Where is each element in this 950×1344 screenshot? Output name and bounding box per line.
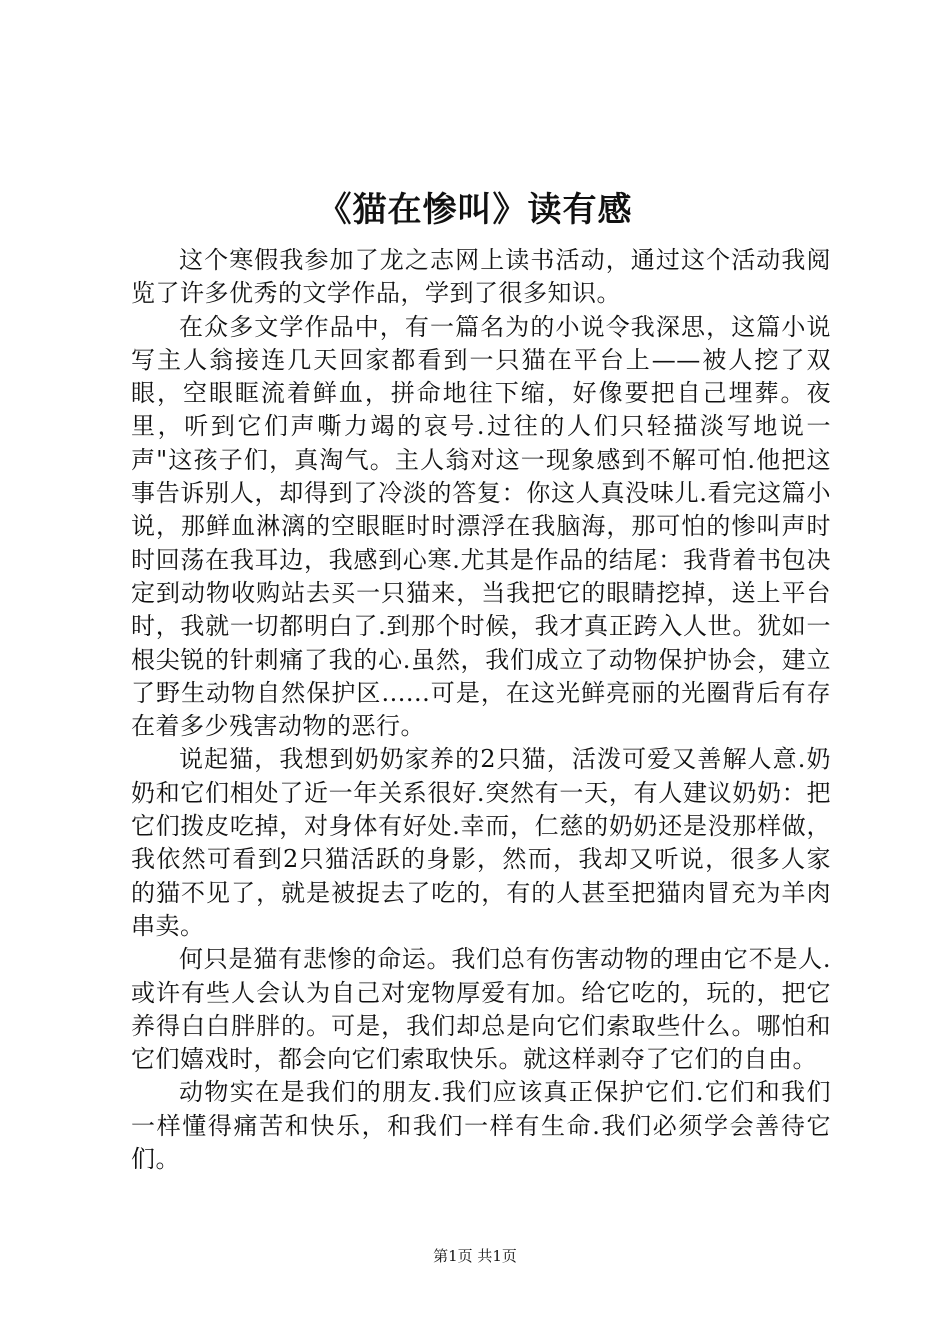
paragraph-4: 何只是猫有悲惨的命运。我们总有伤害动物的理由它不是人.或许有些人会认为自己对宠物厚爱有加。给它吃的，玩的，把它养得白白胖胖的。可是，我们却总是向它们索取些什么。哪怕和它们嬉戏时，都会向它们索取快乐。就这样剥夺了它们的自由。: [131, 945, 831, 1074]
paragraph-5: 动物实在是我们的朋友.我们应该真正保护它们.它们和我们一样懂得痛苦和快乐，和我们一样有生命.我们必须学会善待它们。: [131, 1078, 831, 1174]
paragraph-3: 说起猫，我想到奶奶家养的2只猫，活泼可爱又善解人意.奶奶和它们相处了近一年关系很好.突然有一天，有人建议奶奶：把它们拨皮吃掉，对身体有好处.幸而，仁慈的奶奶还是没那样做，我依然可看到2只猫活跃的身影，然而，我却又听说，很多人家的猫不见了，就是被捉去了吃的，有的人甚至把猫肉冒充为羊肉串卖。: [131, 745, 831, 940]
document-title: 《猫在惨叫》读有感: [317, 190, 633, 230]
paragraph-1: 这个寒假我参加了龙之志网上读书活动，通过这个活动我阅览了许多优秀的文学作品，学到了很多知识。: [131, 246, 831, 308]
document-body: [131, 244, 831, 1176]
paragraph-2: 在众多文学作品中，有一篇名为的小说令我深思，这篇小说写主人翁接连几天回家都看到一只猫在平台上——被人挖了双眼，空眼眶流着鲜血，拼命地往下缩，好像要把自己埋葬。夜里，听到它们声嘶力竭的哀号.过往的人们只轻描淡写地说一声"这孩子们，真淘气。主人翁对这一现象感到不解可怕.他把这事告诉别人，却得到了冷淡的答复：你这人真没味儿.看完这篇小说，那鲜血淋漓的空眼眶时时漂浮在我脑海，那可怕的惨叫声时时回荡在我耳边，我感到心寒.尤其是作品的结尾：我背着书包决定到动物收购站去买一只猫来，当我把它的眼睛挖掉，送上平台时，我就一切都明白了.到那个时候，我才真正跨入人世。犹如一根尖锐的针刺痛了我的心.虽然，我们成立了动物保护协会，建立了野生动物自然保护区......可是，在这光鲜亮丽的光圈背后有存在着多少残害动物的恶行。: [131, 312, 831, 741]
page-footer: 第1页 共1页: [433, 1247, 517, 1265]
